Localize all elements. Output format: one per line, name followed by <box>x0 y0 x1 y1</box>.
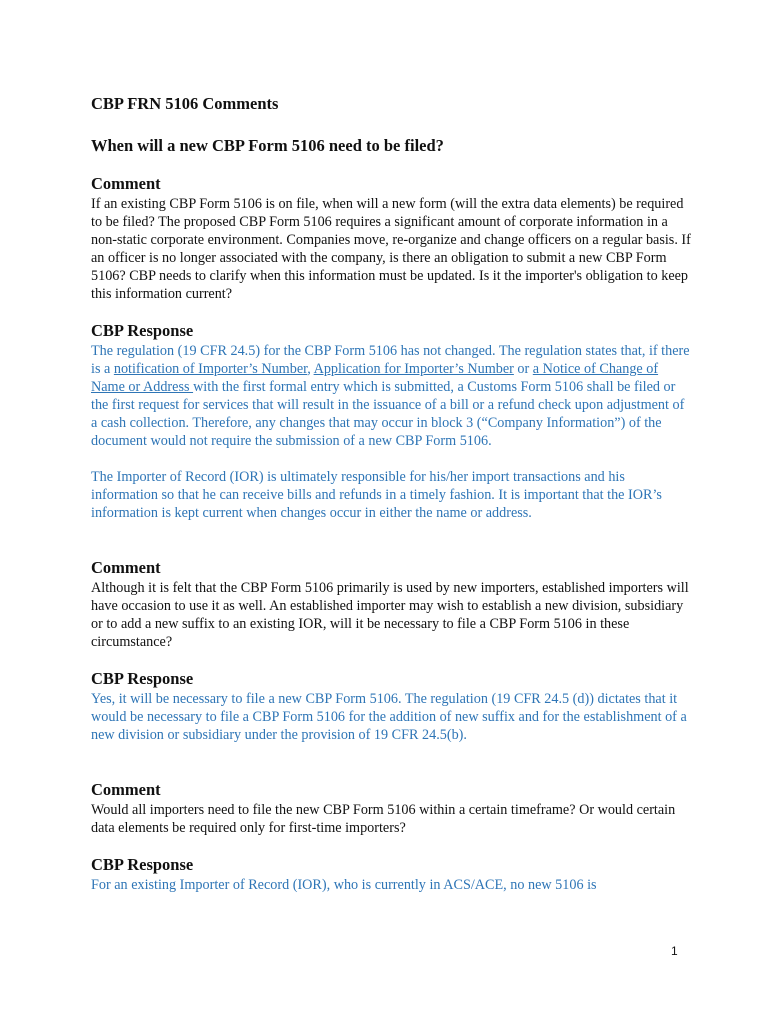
response-text-1 <box>91 342 691 450</box>
comment-heading-3: Comment <box>91 780 161 799</box>
section-question: When will a new CBP Form 5106 need to be filed? <box>91 136 444 155</box>
page-number: 1 <box>671 944 678 958</box>
response-text-1-paragraph-2: The Importer of Record (IOR) is ultimately responsible for his/her import transactions and his information so that he can receive bills and refunds in a timely fashion. It is important that the IOR’s information is kept current when changes occur in either the name or address. <box>91 469 662 521</box>
response-text-1-part-d: with the first formal entry which is submitted, a Customs Form 5106 shall be filed or the first request for services that will result in the issuance of a bill or a refund check upon adjustment of a cash collection. Therefore, any changes that may occur in block 3 (“Company Information”) of the document would not require the submission of a new CBP Form 5106. <box>91 379 685 449</box>
comment-text-1: If an existing CBP Form 5106 is on file, when will a new form (will the extra data elements) be required to be filed? The proposed CBP Form 5106 requires a significant amount of corporate information in a non-static corporate environment. Companies move, re-organize and change officers on a regular basis. If an officer is no longer associated with the company, is there an obligation to submit a new CBP Form 5106? CBP needs to clarify when this information must be updated. Is it the importer's obligation to keep this information current? <box>91 196 691 302</box>
document-page <box>91 93 691 894</box>
response-heading-3: CBP Response <box>91 855 194 874</box>
comment-heading-1: Comment <box>91 174 161 193</box>
response-text-1-part-a: The regulation (19 CFR 24.5) for the CBP Form 5106 has not changed. The regulation states that, if there is a <box>91 343 690 377</box>
comment-text-3: Would all importers need to file the new CBP Form 5106 within a certain timeframe? Or would certain data elements be required only for first-time importers? <box>91 802 676 836</box>
link-application-for-importers-number[interactable]: Application for Importer’s Number <box>313 361 514 377</box>
response-heading-1: CBP Response <box>91 321 194 340</box>
link-notice-of-change-of-name-or-address[interactable]: a Notice of Change of Name or Address <box>91 361 659 395</box>
response-text-1-part-c: or <box>513 361 533 377</box>
response-text-2: Yes, it will be necessary to file a new CBP Form 5106. The regulation (19 CFR 24.5 (d)) dictates that it would be necessary to file a CBP Form 5106 for the addition of new suffix and for the establishment of a new division or subsidiary under the provision of 19 CFR 24.5(b). <box>91 691 687 743</box>
link-notification-of-importers-number[interactable]: notification of Importer’s Number <box>113 361 308 377</box>
response-heading-2: CBP Response <box>91 669 194 688</box>
comment-heading-2: Comment <box>91 558 161 577</box>
response-text-3: For an existing Importer of Record (IOR), who is currently in ACS/ACE, no new 5106 is <box>91 877 597 893</box>
response-text-1-part-b: , <box>307 361 314 377</box>
comment-text-2: Although it is felt that the CBP Form 5106 primarily is used by new importers, established importers will have occasion to use it as well. An established importer may wish to establish a new division, subsidiary or to add a new suffix to an existing IOR, will it be necessary to file a CBP Form 5106 in these circumstance? <box>91 580 689 650</box>
document-title: CBP FRN 5106 Comments <box>91 94 279 113</box>
